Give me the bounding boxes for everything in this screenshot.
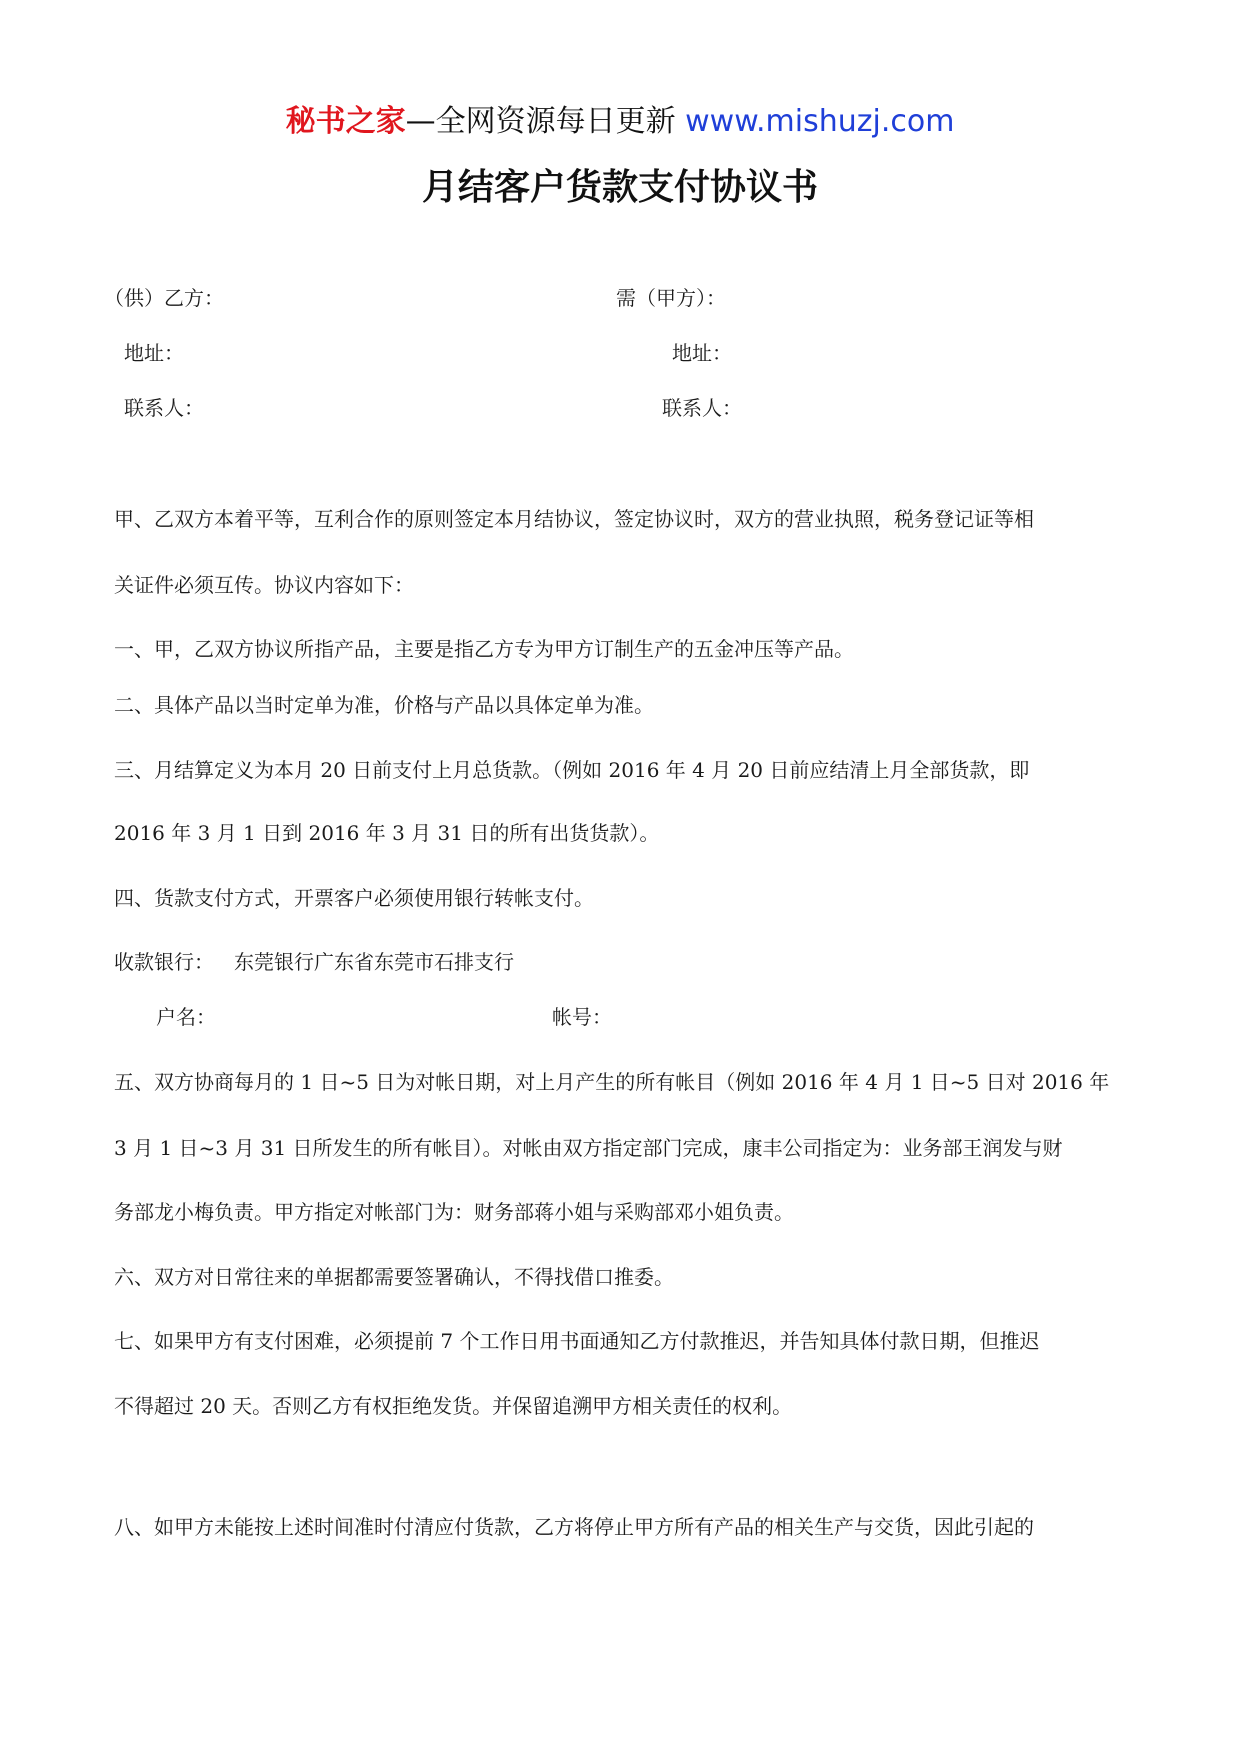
clause-5-line-2: 3 月 1 日~3 月 31 日所发生的所有帐目）。对帐由双方指定部门完成，康丰公司指定为：业务部王润发与财	[114, 1136, 1063, 1160]
banner-brand: 秘书之家	[285, 104, 406, 139]
clause-7-line-1: 七、如果甲方有支付困难，必须提前 7 个工作日用书面通知乙方付款推迟，并告知具体付款日期，但推迟	[114, 1329, 1040, 1353]
account-name-label: 户名：	[156, 1005, 216, 1029]
intro-line-1: 甲、乙双方本着平等，互利合作的原则签定本月结协议，签定协议时，双方的营业执照，税务登记证等相	[114, 507, 1034, 531]
clause-5-line-3: 务部龙小梅负责。甲方指定对帐部门为：财务部蒋小姐与采购部邓小姐负责。	[114, 1200, 794, 1224]
clause-6: 六、双方对日常往来的单据都需要签署确认，不得找借口推委。	[114, 1265, 674, 1289]
buyer-contact-label: 联系人：	[662, 396, 742, 420]
clause-2: 二、具体产品以当时定单为准，价格与产品以具体定单为准。	[114, 693, 654, 717]
bank-label: 收款银行：	[114, 950, 214, 974]
banner-tagline: —全网资源每日更新	[405, 104, 676, 139]
site-banner	[0, 102, 1240, 142]
clause-3-line-1: 三、月结算定义为本月 20 日前支付上月总货款。（例如 2016 年 4 月 20 日前应结清上月全部货款，即	[114, 758, 1030, 782]
clause-3-line-2: 2016 年 3 月 1 日到 2016 年 3 月 31 日的所有出货货款）。	[114, 821, 660, 845]
buyer-label: 需（甲方）：	[616, 286, 726, 310]
supplier-contact-label: 联系人：	[124, 396, 204, 420]
clause-1: 一、甲，乙双方协议所指产品，主要是指乙方专为甲方订制生产的五金冲压等产品。	[114, 637, 854, 661]
buyer-address-label: 地址：	[672, 341, 732, 365]
supplier-label: （供）乙方：	[104, 286, 224, 310]
bank-name: 东莞银行广东省东莞市石排支行	[234, 950, 514, 974]
supplier-address-label: 地址：	[124, 341, 184, 365]
banner-url-link[interactable]: www.mishuzj.com	[685, 104, 955, 139]
account-number-label: 帐号：	[552, 1005, 612, 1029]
document-title: 月结客户货款支付协议书	[421, 167, 818, 208]
intro-line-2: 关证件必须互传。协议内容如下：	[114, 573, 414, 597]
clause-4: 四、货款支付方式，开票客户必须使用银行转帐支付。	[114, 886, 594, 910]
clause-8-line-1: 八、如甲方未能按上述时间准时付清应付货款，乙方将停止甲方所有产品的相关生产与交货，因此引起的	[114, 1515, 1034, 1539]
clause-5-line-1: 五、双方协商每月的 1 日~5 日为对帐日期，对上月产生的所有帐目（例如 2016 年 4 月 1 日~5 日对 2016 年	[114, 1070, 1110, 1094]
clause-7-line-2: 不得超过 20 天。否则乙方有权拒绝发货。并保留追溯甲方相关责任的权利。	[114, 1394, 793, 1418]
